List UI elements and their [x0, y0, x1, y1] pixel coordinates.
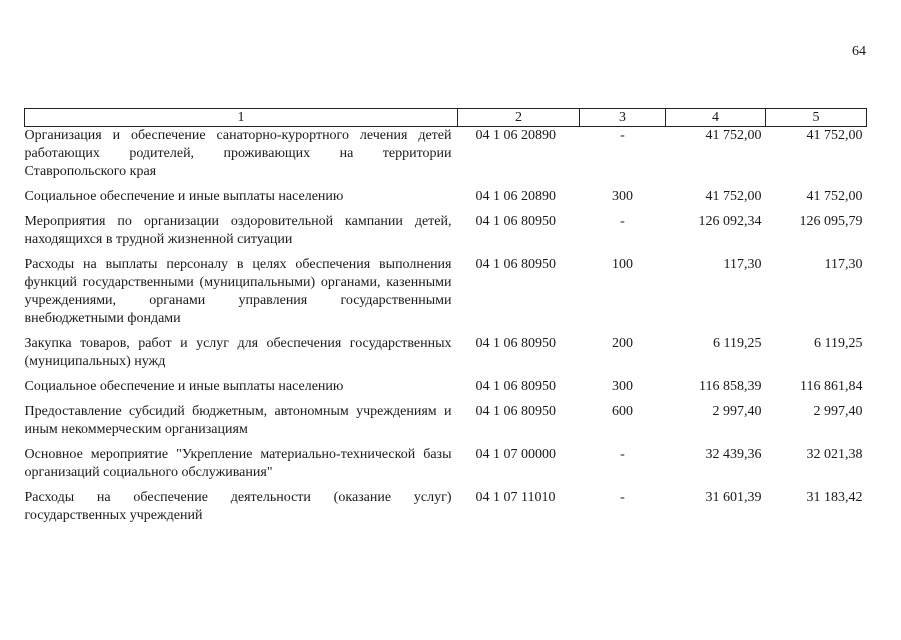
table-row: [25, 256, 867, 335]
row-code: 04 1 06 80950: [475, 404, 556, 419]
row-sum-2: 117,30: [824, 257, 863, 272]
row-sum-2: 32 021,38: [806, 447, 863, 462]
row-sum-2: 126 095,79: [799, 214, 863, 229]
row-sum-1: 41 752,00: [705, 128, 762, 143]
page-number: 64: [852, 44, 866, 59]
row-name: Мероприятия по организации оздоровительной кампании детей, находящихся в трудной жизненной ситуации: [24, 214, 452, 247]
table-header: [25, 109, 867, 127]
table-row: [25, 127, 867, 189]
row-name: Основное мероприятие "Укрепление материально-технической базы организаций социального обслуживания": [24, 447, 452, 480]
row-name: Закупка товаров, работ и услуг для обеспечения государственных (муниципальных) нужд: [24, 336, 452, 369]
header-cell: 5: [766, 109, 867, 127]
header-cell: 2: [458, 109, 580, 127]
table-row: [25, 403, 867, 446]
row-sum-2: 41 752,00: [806, 128, 863, 143]
header-cell: 4: [666, 109, 766, 127]
header-cell: 1: [25, 109, 458, 127]
row-name: Расходы на обеспечение деятельности (оказание услуг) государственных учреждений: [24, 490, 452, 523]
table-body: [25, 127, 867, 533]
header-cell: 3: [580, 109, 666, 127]
row-expense-type: 300: [612, 189, 633, 204]
row-sum-1: 6 119,25: [713, 336, 762, 351]
row-name: Расходы на выплаты персоналу в целях обеспечения выполнения функций государственными (муниципальными) органами, казенными учреждениями, органами управления государственными внебюджетными фондами: [24, 257, 452, 326]
row-sum-1: 31 601,39: [705, 490, 762, 505]
row-sum-1: 2 997,40: [712, 404, 762, 419]
row-expense-type: -: [620, 447, 625, 462]
row-name: Социальное обеспечение и иные выплаты населению: [24, 379, 344, 394]
row-code: 04 1 06 80950: [475, 379, 556, 394]
table-row: [25, 188, 867, 213]
row-expense-type: -: [620, 128, 625, 143]
row-sum-2: 6 119,25: [814, 336, 863, 351]
row-code: 04 1 06 80950: [475, 336, 556, 351]
row-expense-type: -: [620, 214, 625, 229]
row-name: Социальное обеспечение и иные выплаты населению: [24, 189, 344, 204]
row-name: Предоставление субсидий бюджетным, автономным учреждениям и иным некоммерческим организациям: [24, 404, 452, 437]
table-row: [25, 213, 867, 256]
table-row: [25, 446, 867, 489]
row-sum-1: 41 752,00: [705, 189, 762, 204]
row-sum-2: 116 861,84: [800, 379, 863, 394]
row-expense-type: 100: [612, 257, 633, 272]
row-expense-type: -: [620, 490, 625, 505]
row-sum-2: 31 183,42: [806, 490, 863, 505]
row-sum-2: 2 997,40: [813, 404, 863, 419]
row-expense-type: 300: [612, 379, 633, 394]
row-code: 04 1 06 20890: [475, 128, 556, 143]
table-row: [25, 335, 867, 378]
header-row: [25, 109, 867, 127]
row-sum-1: 126 092,34: [698, 214, 762, 229]
row-code: 04 1 07 11010: [475, 490, 556, 505]
row-code: 04 1 06 80950: [475, 257, 556, 272]
budget-table: [24, 108, 867, 532]
row-sum-1: 116 858,39: [699, 379, 762, 394]
row-name: Организация и обеспечение санаторно-курортного лечения детей работающих родителей, проживающих на территории Ставропольского края: [24, 128, 452, 179]
row-sum-1: 117,30: [723, 257, 762, 272]
row-code: 04 1 06 20890: [475, 189, 556, 204]
table-row: [25, 378, 867, 403]
row-code: 04 1 07 00000: [475, 447, 556, 462]
row-code: 04 1 06 80950: [475, 214, 556, 229]
row-expense-type: 600: [612, 404, 633, 419]
row-sum-2: 41 752,00: [806, 189, 863, 204]
row-sum-1: 32 439,36: [705, 447, 762, 462]
row-expense-type: 200: [612, 336, 633, 351]
table-row: [25, 489, 867, 532]
